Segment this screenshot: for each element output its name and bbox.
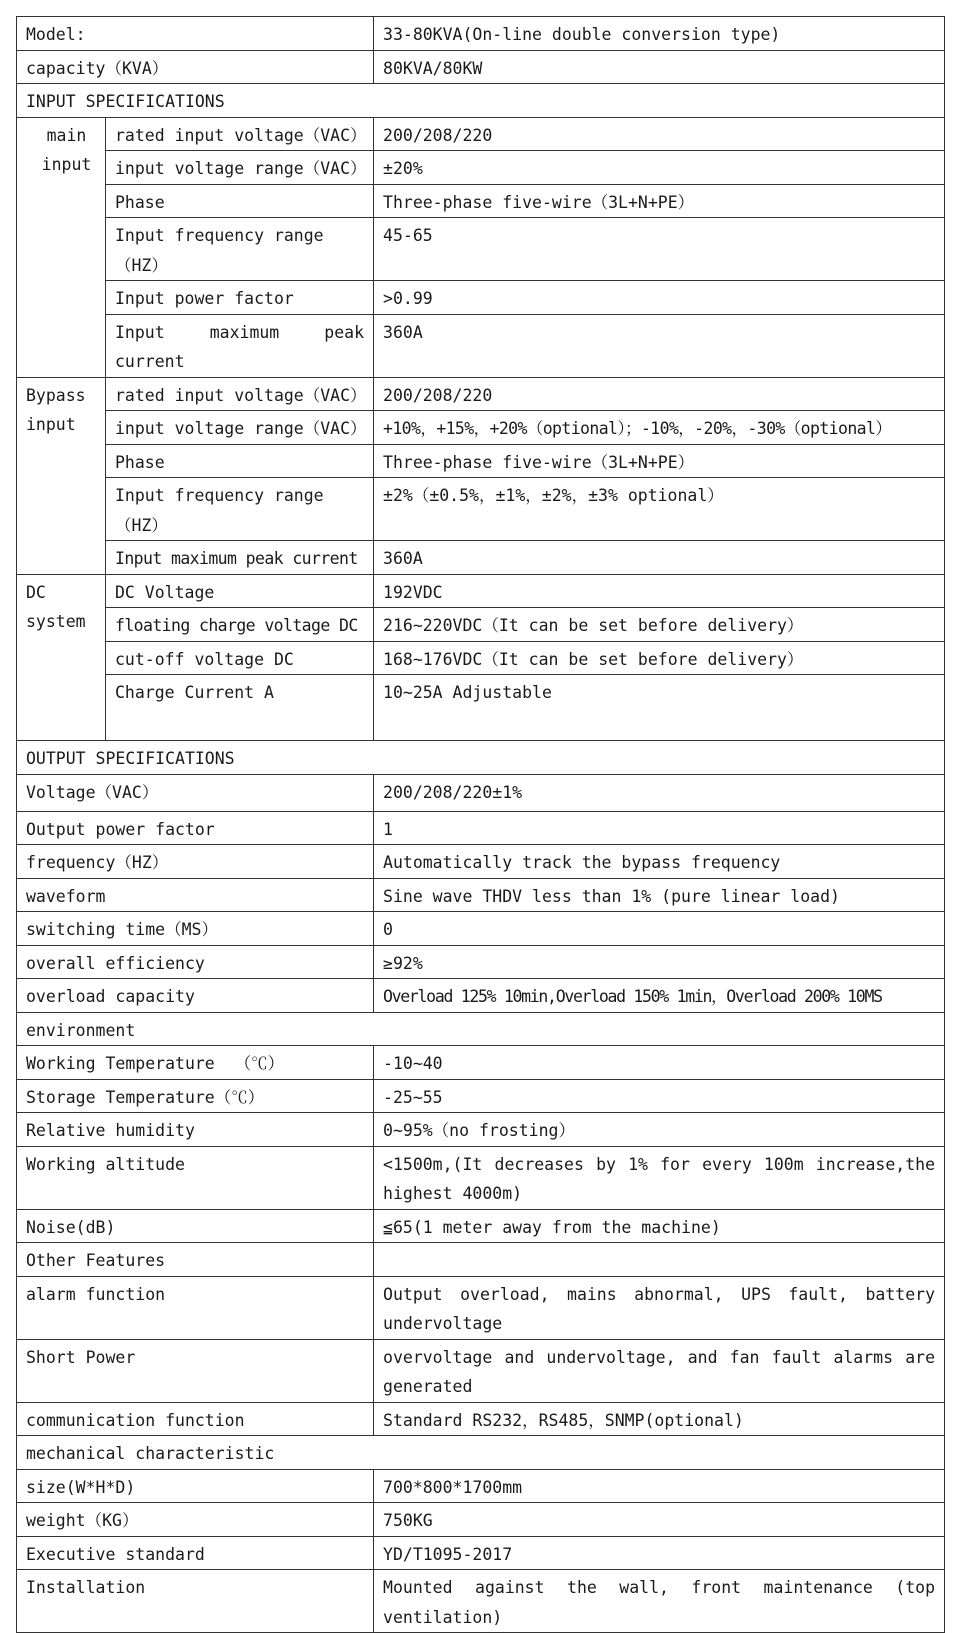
- spec-value: Three-phase five-wire（3L+N+PE）: [374, 444, 945, 478]
- spec-value: Automatically track the bypass frequency: [374, 845, 945, 879]
- spec-value: 216~220VDC（It can be set before delivery）: [374, 608, 945, 642]
- spec-value: ±20%: [374, 151, 945, 185]
- input-section-heading: INPUT SPECIFICATIONS: [17, 84, 945, 118]
- table-row: [17, 541, 945, 575]
- table-row: [17, 281, 945, 315]
- table-row: [17, 1339, 945, 1402]
- spec-value: 168~176VDC（It can be set before delivery）: [374, 641, 945, 675]
- table-row: [17, 878, 945, 912]
- spec-value: <1500m,(It decreases by 1% for every 100m increase,the highest 4000m): [374, 1146, 945, 1209]
- spec-label: Phase: [106, 444, 374, 478]
- spec-label: Executive standard: [17, 1536, 374, 1570]
- spec-value: 0: [374, 912, 945, 946]
- section-heading-row: [17, 1436, 945, 1470]
- model-label: Model:: [17, 17, 374, 51]
- spec-label: Noise(dB): [17, 1209, 374, 1243]
- spec-value: Sine wave THDV less than 1% (pure linear load): [374, 878, 945, 912]
- spec-label: Output power factor: [17, 811, 374, 845]
- section-heading-row: [17, 741, 945, 775]
- spec-value: -25~55: [374, 1079, 945, 1113]
- spec-label: rated input voltage（VAC）: [106, 377, 374, 411]
- table-row: [17, 1276, 945, 1339]
- table-row: [17, 774, 945, 811]
- spec-value: 0~95%（no frosting）: [374, 1113, 945, 1147]
- table-row: [17, 1079, 945, 1113]
- table-row: [17, 17, 945, 51]
- table-row: [17, 1570, 945, 1633]
- table-row: [17, 1536, 945, 1570]
- spec-value: Output overload, mains abnormal, UPS fault, battery undervoltage: [374, 1276, 945, 1339]
- spec-label: communication function: [17, 1402, 374, 1436]
- table-row: [17, 218, 945, 281]
- table-row: [17, 377, 945, 411]
- spec-label: DC Voltage: [106, 574, 374, 608]
- features-section-heading: Other Features: [17, 1243, 374, 1277]
- spec-value: Mounted against the wall, front maintenance (top ventilation): [374, 1570, 945, 1633]
- spec-label: alarm function: [17, 1276, 374, 1339]
- section-heading-row: [17, 1243, 945, 1277]
- main-input-group-label: main input: [17, 117, 106, 377]
- spec-value: -10~40: [374, 1046, 945, 1080]
- table-row: [17, 1113, 945, 1147]
- spec-label: Short Power: [17, 1339, 374, 1402]
- table-row: [17, 314, 945, 377]
- table-row: [17, 184, 945, 218]
- spec-value: 192VDC: [374, 574, 945, 608]
- table-row: [17, 411, 945, 445]
- table-row: [17, 675, 945, 741]
- spec-value: 200/208/220±1%: [374, 774, 945, 811]
- capacity-value: 80KVA/80KW: [374, 50, 945, 84]
- spec-value: +10%，+15%，+20%（optional）；-10%，-20%，-30%（optional）: [374, 411, 945, 445]
- spec-label: rated input voltage（VAC）: [106, 117, 374, 151]
- spec-value: ≦65(1 meter away from the machine): [374, 1209, 945, 1243]
- spec-label: input voltage range（VAC）: [106, 151, 374, 185]
- spec-value: 700*800*1700mm: [374, 1469, 945, 1503]
- spec-label: Working altitude: [17, 1146, 374, 1209]
- spec-value: Overload 125% 10min,Overload 150% 1min，Overload 200% 10MS: [374, 979, 945, 1013]
- spec-value: 1: [374, 811, 945, 845]
- table-row: [17, 151, 945, 185]
- spec-label: Input maximum peak current: [106, 541, 374, 575]
- table-row: [17, 945, 945, 979]
- spec-label: Storage Temperature（℃）: [17, 1079, 374, 1113]
- spec-label: Voltage（VAC）: [17, 774, 374, 811]
- table-row: [17, 912, 945, 946]
- spec-value: 200/208/220: [374, 117, 945, 151]
- spec-label: Input frequency range（HZ）: [106, 218, 374, 281]
- spec-value: ≥92%: [374, 945, 945, 979]
- spec-value: YD/T1095-2017: [374, 1536, 945, 1570]
- spec-label: Relative humidity: [17, 1113, 374, 1147]
- spec-label: Working Temperature （℃）: [17, 1046, 374, 1080]
- table-row: [17, 641, 945, 675]
- table-row: [17, 444, 945, 478]
- table-row: [17, 1046, 945, 1080]
- spec-label: weight（KG）: [17, 1503, 374, 1537]
- spec-label: frequency（HZ）: [17, 845, 374, 879]
- table-row: [17, 1146, 945, 1209]
- spec-label: Installation: [17, 1570, 374, 1633]
- spec-value: overvoltage and undervoltage, and fan fault alarms are generated: [374, 1339, 945, 1402]
- section-heading-row: [17, 1012, 945, 1046]
- spec-value: >0.99: [374, 281, 945, 315]
- spec-value: 360A: [374, 541, 945, 575]
- spec-label: overall efficiency: [17, 945, 374, 979]
- capacity-label: capacity（KVA）: [17, 50, 374, 84]
- spec-label: Input power factor: [106, 281, 374, 315]
- spec-label: waveform: [17, 878, 374, 912]
- spec-value: Three-phase five-wire（3L+N+PE）: [374, 184, 945, 218]
- mechanical-section-heading: mechanical characteristic: [17, 1436, 945, 1470]
- table-row: [17, 811, 945, 845]
- spec-value: 45-65: [374, 218, 945, 281]
- dc-system-group-label: DC system: [17, 574, 106, 741]
- spec-label: size(W*H*D): [17, 1469, 374, 1503]
- spec-value: 10~25A Adjustable: [374, 675, 945, 741]
- table-row: [17, 608, 945, 642]
- spec-label: Phase: [106, 184, 374, 218]
- section-heading-row: [17, 84, 945, 118]
- spec-label: Charge Current A: [106, 675, 374, 741]
- spec-label: Input frequency range（HZ）: [106, 478, 374, 541]
- spec-value: Standard RS232，RS485，SNMP(optional): [374, 1402, 945, 1436]
- spec-label: Input maximum peak current: [106, 314, 374, 377]
- spec-value: ±2%（±0.5%，±1%，±2%，±3% optional）: [374, 478, 945, 541]
- table-row: [17, 117, 945, 151]
- spec-label: floating charge voltage DC: [106, 608, 374, 642]
- spec-label: overload capacity: [17, 979, 374, 1013]
- table-row: [17, 1503, 945, 1537]
- spec-label: input voltage range（VAC）: [106, 411, 374, 445]
- bypass-input-group-label: Bypass input: [17, 377, 106, 574]
- spec-label: cut-off voltage DC: [106, 641, 374, 675]
- spec-value: 200/208/220: [374, 377, 945, 411]
- spec-value: 750KG: [374, 1503, 945, 1537]
- spec-label: switching time（MS）: [17, 912, 374, 946]
- output-section-heading: OUTPUT SPECIFICATIONS: [17, 741, 945, 775]
- model-value: 33-80KVA(On-line double conversion type): [374, 17, 945, 51]
- table-row: [17, 845, 945, 879]
- table-row: [17, 1402, 945, 1436]
- table-row: [17, 1469, 945, 1503]
- table-row: [17, 50, 945, 84]
- table-row: [17, 979, 945, 1013]
- table-row: [17, 1209, 945, 1243]
- environment-section-heading: environment: [17, 1012, 945, 1046]
- spec-value: 360A: [374, 314, 945, 377]
- table-row: [17, 574, 945, 608]
- spec-table: [16, 16, 945, 1633]
- features-heading-value: [374, 1243, 945, 1277]
- table-row: [17, 478, 945, 541]
